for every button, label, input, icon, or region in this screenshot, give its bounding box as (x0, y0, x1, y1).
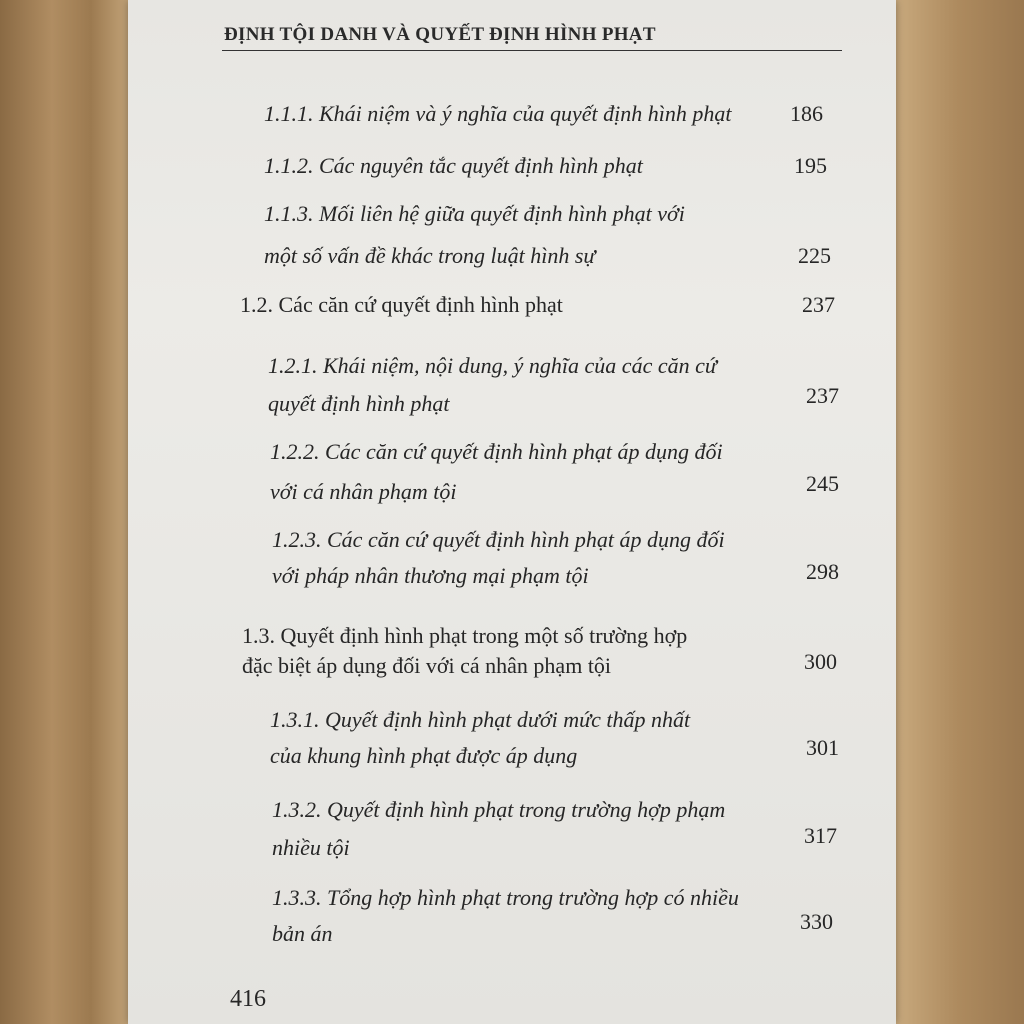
toc-entry-page: 330 (800, 909, 833, 934)
toc-entry-page: 225 (798, 243, 831, 268)
wood-background-right (894, 0, 1024, 1024)
toc-entry-text: bản án (272, 921, 333, 946)
toc-entry-text: một số vấn đề khác trong luật hình sự (264, 243, 596, 268)
toc-entry-text: 1.2.2. Các căn cứ quyết định hình phạt áp dụng đối (270, 439, 723, 464)
toc-entry-page: 300 (804, 649, 837, 674)
page-number: 416 (230, 986, 266, 1012)
toc-entry-text: 1.3.2. Quyết định hình phạt trong trường hợp phạm (272, 797, 726, 822)
toc-entry-text: của khung hình phạt được áp dụng (270, 743, 578, 768)
toc-entry-text: 1.2.3. Các căn cứ quyết định hình phạt áp dụng đối (272, 527, 725, 552)
wood-background-left (0, 0, 130, 1024)
toc-entry-page: 237 (806, 383, 839, 408)
toc-entry-text: với pháp nhân thương mại phạm tội (272, 563, 589, 588)
toc-entry-page: 317 (804, 823, 837, 848)
toc-entry-text: 1.2.1. Khái niệm, nội dung, ý nghĩa của các căn cứ (268, 353, 717, 378)
toc-entry-text: 1.3.1. Quyết định hình phạt dưới mức thấp nhất (270, 707, 691, 732)
toc-entry-text: 1.1.2. Các nguyên tắc quyết định hình phạt (264, 153, 643, 178)
toc-entry-text: quyết định hình phạt (268, 391, 450, 416)
toc-entry-page: 245 (806, 471, 839, 496)
toc-entry-page: 195 (794, 153, 827, 178)
toc-entry-text: đặc biệt áp dụng đối với cá nhân phạm tội (242, 653, 612, 678)
toc-entry-text: 1.1.1. Khái niệm và ý nghĩa của quyết định hình phạt (264, 101, 732, 126)
toc-entry-page: 301 (806, 735, 839, 760)
toc-entry-text: 1.1.3. Mối liên hệ giữa quyết định hình phạt với (264, 201, 685, 226)
toc-entry-text: với cá nhân phạm tội (270, 479, 457, 504)
toc-entry-text: 1.3.3. Tổng hợp hình phạt trong trường hợp có nhiều (272, 885, 739, 910)
toc-entry-page: 237 (802, 292, 835, 317)
toc-entry-page: 186 (790, 101, 823, 126)
book-page (128, 0, 896, 1024)
running-header: ĐỊNH TỘI DANH VÀ QUYẾT ĐỊNH HÌNH PHẠT (224, 24, 656, 45)
toc-entry-text: nhiều tội (272, 835, 350, 860)
header-rule (222, 50, 842, 51)
toc-entry-text: 1.3. Quyết định hình phạt trong một số trường hợp (242, 623, 688, 648)
toc-entry-text: 1.2. Các căn cứ quyết định hình phạt (240, 292, 563, 317)
toc-entry-page: 298 (806, 559, 839, 584)
